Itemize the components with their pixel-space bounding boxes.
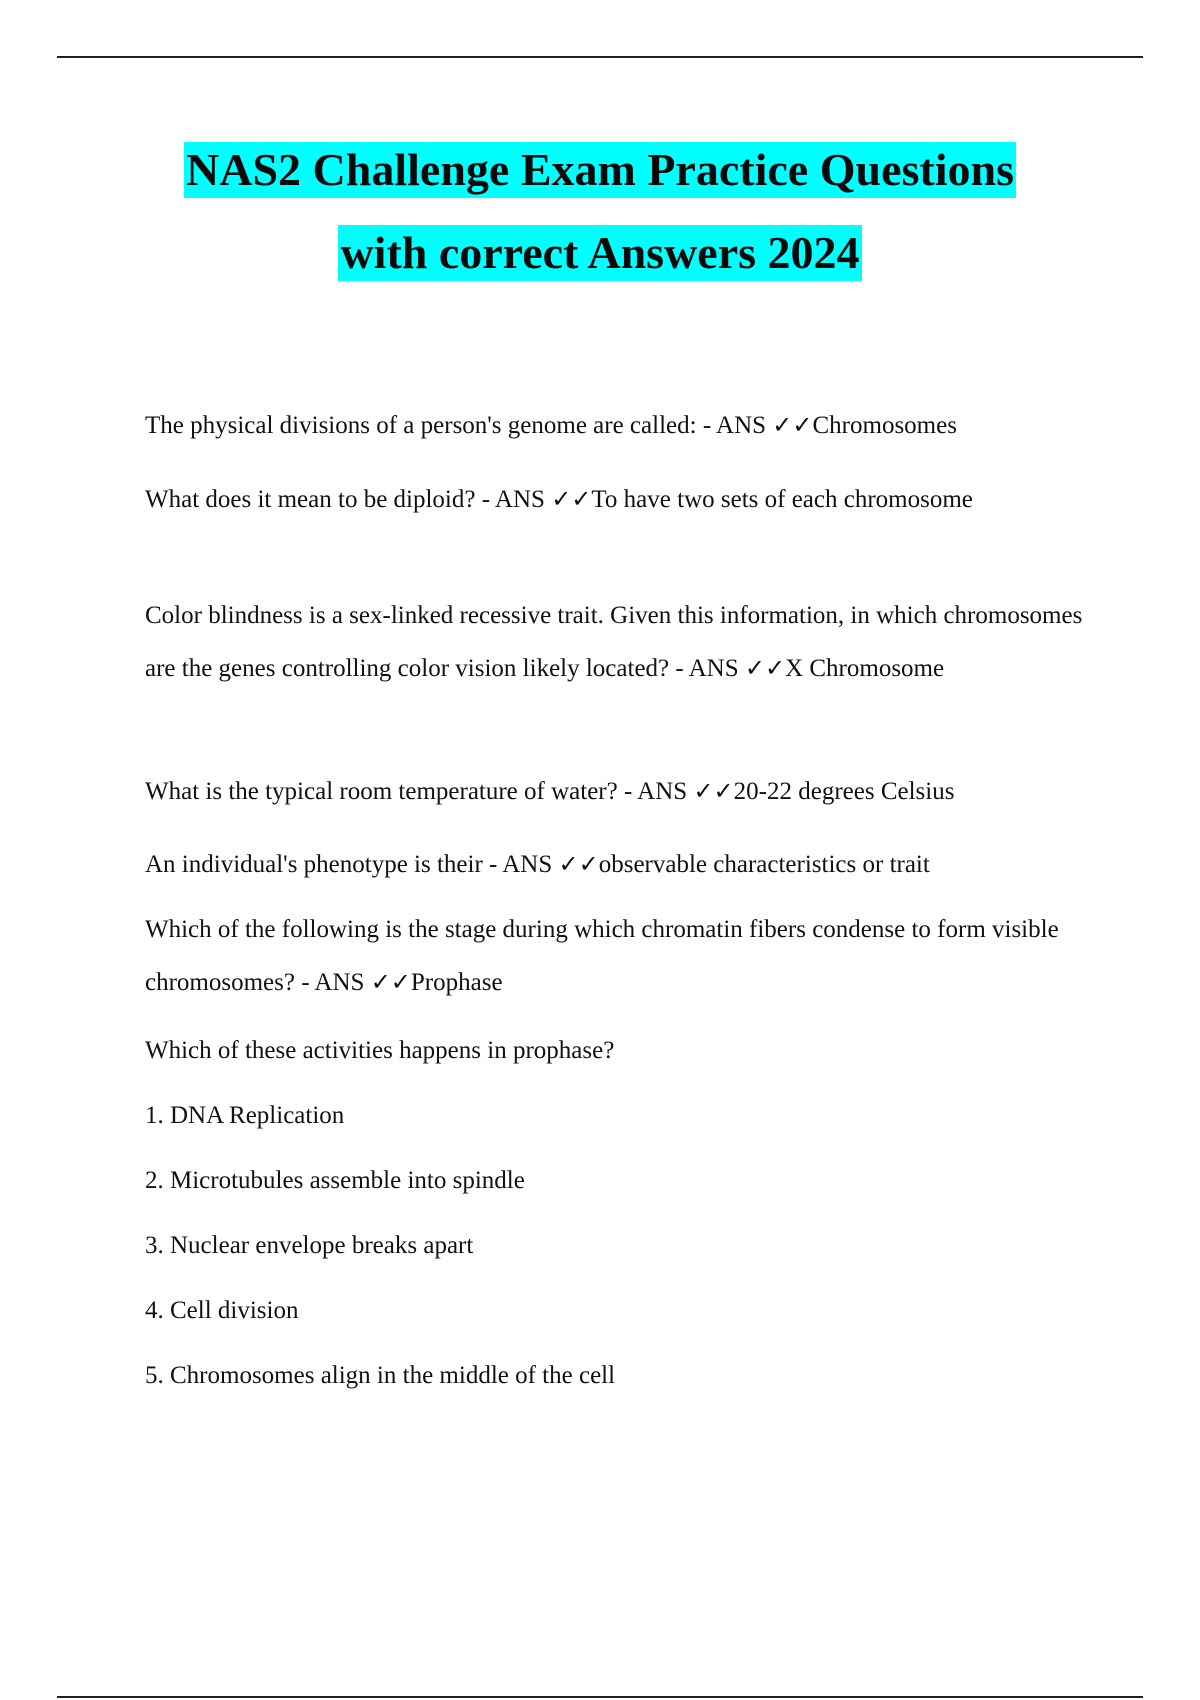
document-title: [0, 142, 1200, 308]
top-rule: [57, 56, 1143, 58]
qa-item-6: [145, 904, 1085, 1009]
question-text: What is the typical room temperature of water? -: [145, 778, 638, 805]
bottom-rule: [57, 1696, 1143, 1698]
answer-text: To have two sets of each chromosome: [591, 486, 973, 513]
ans-label: ANS: [314, 969, 371, 996]
title-line-2: with correct Answers 2024: [338, 225, 861, 281]
answer-text: 20-22 degrees Celsius: [733, 778, 955, 805]
double-check-icon: ✓✓: [370, 968, 411, 996]
double-check-icon: ✓✓: [772, 411, 813, 439]
answer-text: X Chromosome: [785, 655, 945, 682]
qa-item-2: [145, 473, 1085, 526]
qa-item-1: [145, 399, 1085, 452]
qa-item-4: [145, 765, 1085, 818]
question-text: Which of the following is the stage during which chromatin fibers condense to form visible chromosomes? -: [145, 916, 1059, 996]
question-text: The physical divisions of a person's genome are called: -: [145, 412, 717, 439]
list-item: 5. Chromosomes align in the middle of the cell: [145, 1362, 616, 1389]
ans-label: ANS: [502, 851, 559, 878]
ans-label: ANS: [688, 655, 745, 682]
list-item: 3. Nuclear envelope breaks apart: [145, 1232, 474, 1259]
question-text: What does it mean to be diploid? -: [145, 486, 495, 513]
double-check-icon: ✓✓: [551, 485, 592, 513]
ans-label: ANS: [494, 486, 552, 513]
list-item: 1. DNA Replication: [145, 1102, 345, 1129]
ans-label: ANS: [716, 412, 773, 439]
list-item: 4. Cell division: [145, 1297, 299, 1324]
list-item: 2. Microtubules assemble into spindle: [145, 1167, 525, 1194]
answer-text: Prophase: [410, 969, 503, 996]
answer-text: Chromosomes: [812, 412, 957, 439]
double-check-icon: ✓✓: [744, 654, 786, 682]
double-check-icon: ✓✓: [558, 850, 599, 878]
followup-question: Which of these activities happens in prophase?: [145, 1037, 615, 1064]
ans-label: ANS: [637, 778, 694, 805]
question-text: An individual's phenotype is their -: [145, 851, 503, 878]
answer-text: observable characteristics or trait: [598, 851, 930, 878]
question-text: Color blindness is a sex-linked recessive trait. Given this information, in which chromosomes are the genes controlling color vision likely located? -: [145, 602, 1083, 682]
title-line-1: NAS2 Challenge Exam Practice Questions: [184, 142, 1016, 198]
qa-item-5: [145, 838, 1085, 891]
qa-item-3: [145, 590, 1085, 695]
double-check-icon: ✓✓: [693, 777, 734, 805]
